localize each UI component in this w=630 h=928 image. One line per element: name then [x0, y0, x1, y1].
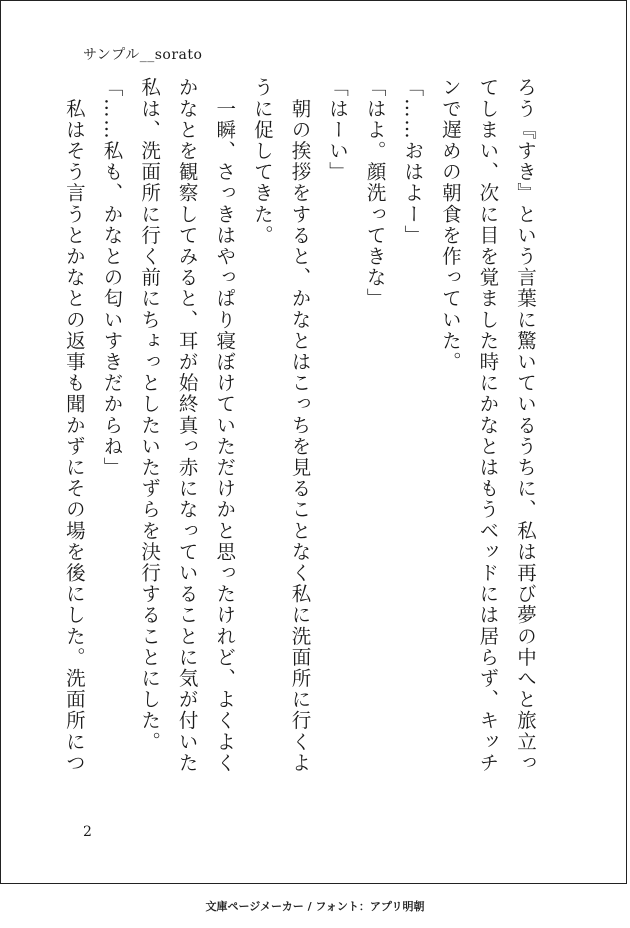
text-line: かなとを観察してみると、耳が始終真っ赤になっていることに気が付いた: [175, 77, 199, 774]
vertical-body-text: [55, 77, 544, 797]
page-number: 2: [83, 824, 92, 840]
text-line: 「はーい」: [326, 77, 350, 183]
text-line: 「……おはよー」: [401, 77, 425, 246]
text-line: 一瞬、さっきはやっぱり寝ぼけていただけかと思ったけれど、よくよく: [213, 77, 237, 774]
text-line: 「はよ。顔洗ってきな」: [363, 77, 387, 310]
text-line: ンで遅めの朝食を作っていた。: [438, 77, 462, 373]
text-line: 朝の挨拶をすると、かなとはこっちを見ることなく私に洗面所に行くよ: [288, 77, 312, 774]
text-line: 私は、洗面所に行く前にちょっとしたいたずらを決行することにした。: [138, 77, 162, 753]
text-line: ろう『すき』という言葉に驚いているうちに、私は再び夢の中へと旅立っ: [514, 77, 537, 774]
footer-credit: 文庫ページメーカー / フォント：アプリ明朝: [205, 900, 425, 913]
text-line: 私はそう言うとかなとの返事も聞かずにその場を後にした。洗面所につ: [62, 77, 86, 774]
text-line: 「……私も、かなとの匂いすきだからね」: [100, 77, 124, 478]
text-line: てしまい、次に目を覚ました時にかなとはもうベッドには居らず、キッチ: [476, 77, 500, 774]
page-header-title: サンプル__sorato: [83, 47, 203, 63]
text-line: うに促してきた。: [250, 77, 274, 246]
